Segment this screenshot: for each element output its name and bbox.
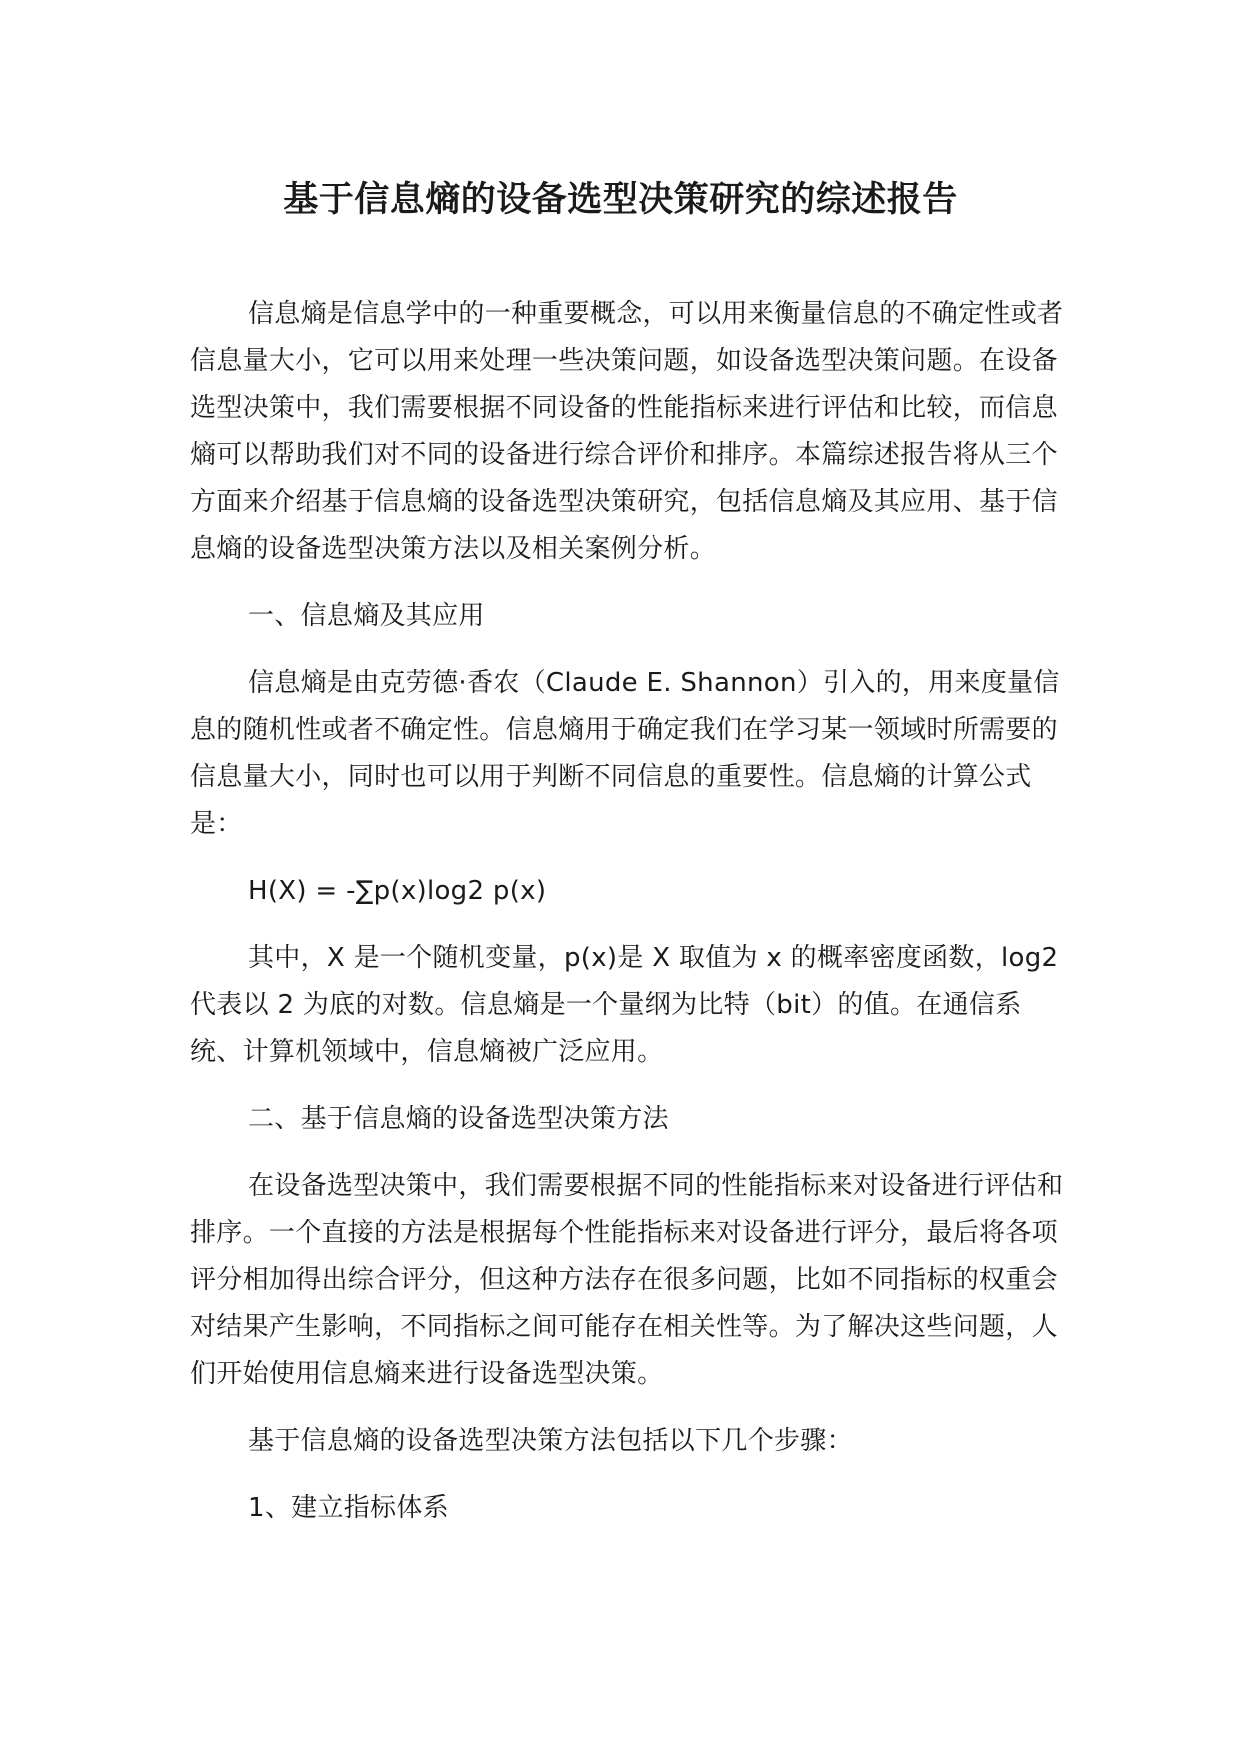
section-2-heading: 二、基于信息熵的设备选型决策方法 <box>248 1104 669 1134</box>
document-body <box>190 291 1070 1552</box>
section-1-heading: 一、信息熵及其应用 <box>248 601 485 631</box>
step-1-heading: 1、建立指标体系 <box>248 1493 449 1523</box>
section-2-paragraph-1: 在设备选型决策中，我们需要根据不同的性能指标来对设备进行评估和排序。一个直接的方法是根据每个性能指标来对设备进行评分，最后将各项评分相加得出综合评分，但这种方法存在很多问题，比如不同指标的权重会对结果产生影响，不同指标之间可能存在相关性等。为了解决这些问题，人们开始使用信息熵来进行设备选型决策。 <box>190 1171 1064 1389</box>
entropy-formula: H(X) = -∑p(x)log2 p(x) <box>248 876 547 906</box>
intro-paragraph: 信息熵是信息学中的一种重要概念，可以用来衡量信息的不确定性或者信息量大小，它可以用来处理一些决策问题，如设备选型决策问题。在设备选型决策中，我们需要根据不同设备的性能指标来进行评估和比较，而信息熵可以帮助我们对不同的设备进行综合评价和排序。本篇综述报告将从三个方面来介绍基于信息熵的设备选型决策研究，包括信息熵及其应用、基于信息熵的设备选型决策方法以及相关案例分析。 <box>190 299 1064 564</box>
section-1-paragraph-1: 信息熵是由克劳德·香农（Claude E. Shannon）引入的，用来度量信息的随机性或者不确定性。信息熵用于确定我们在学习某一领域时所需要的信息量大小，同时也可以用于判断不同信息的重要性。信息熵的计算公式是： <box>190 668 1060 839</box>
section-1-paragraph-2: 其中，X 是一个随机变量，p(x)是 X 取值为 x 的概率密度函数，log2 代表以 2 为底的对数。信息熵是一个量纲为比特（bit）的值。在通信系统、计算机领域中，信息熵被广泛应用。 <box>190 943 1059 1067</box>
document-title: 基于信息熵的设备选型决策研究的综述报告 <box>283 180 958 220</box>
section-2-paragraph-2: 基于信息熵的设备选型决策方法包括以下几个步骤： <box>248 1426 853 1456</box>
